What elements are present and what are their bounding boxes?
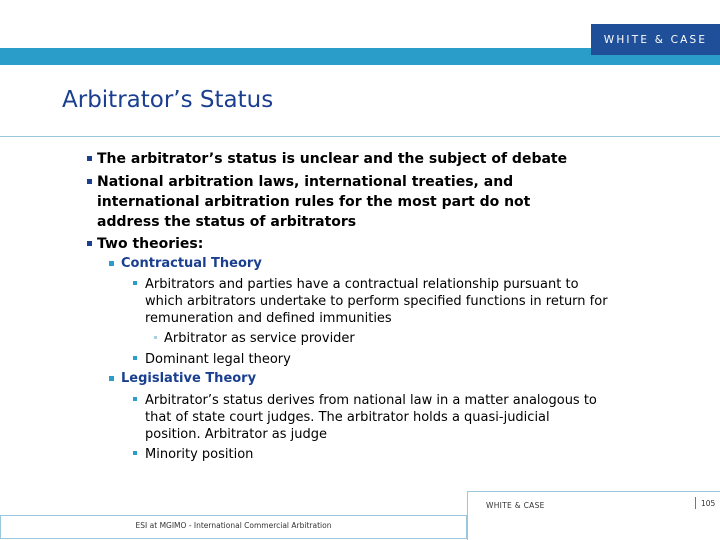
bullet-service-provider: Arbitrator as service provider — [164, 330, 355, 347]
square-bullet-icon — [87, 156, 92, 161]
square-bullet-icon — [133, 397, 137, 401]
square-bullet-icon — [87, 241, 92, 246]
logo-text: WHITE & CASE — [603, 33, 708, 46]
dot-bullet-icon — [154, 336, 157, 339]
footer-course-label: ESI at MGIMO - International Commercial Arbitration — [135, 521, 332, 530]
page-number: 105 — [701, 499, 716, 508]
square-bullet-icon — [133, 281, 137, 285]
page-number-separator — [695, 497, 696, 509]
footer-right-rule — [467, 491, 720, 492]
footer-brand: WHITE & CASE — [486, 501, 545, 510]
bullet-minority-position: Minority position — [145, 446, 665, 463]
heading-contractual-theory: Contractual Theory — [121, 255, 262, 273]
bullet-status-unclear: The arbitrator’s status is unclear and the subject of debate — [97, 149, 667, 169]
square-bullet-icon — [109, 261, 114, 266]
heading-legislative-theory: Legislative Theory — [121, 370, 256, 388]
square-bullet-icon — [109, 376, 114, 381]
square-bullet-icon — [133, 451, 137, 455]
bullet-contractual-relationship: Arbitrators and parties have a contractual relationship pursuant to which arbitrators undertake to perform specified functions in return for remuneration and defined immunities — [145, 276, 665, 327]
bullet-national-laws: National arbitration laws, international treaties, and international arbitration rules for the most part do not address the status of arbitrators — [97, 172, 667, 232]
slide-title: Arbitrator’s Status — [62, 87, 274, 113]
bullet-dominant-theory: Dominant legal theory — [145, 351, 665, 368]
bullet-two-theories: Two theories: — [97, 234, 667, 254]
square-bullet-icon — [133, 356, 137, 360]
square-bullet-icon — [87, 179, 92, 184]
footer-divider — [467, 491, 468, 540]
bullet-legislative-status: Arbitrator’s status derives from national law in a matter analogous to that of state court judges. The arbitrator holds a quasi-judicial position. Arbitrator as judge — [145, 392, 665, 443]
